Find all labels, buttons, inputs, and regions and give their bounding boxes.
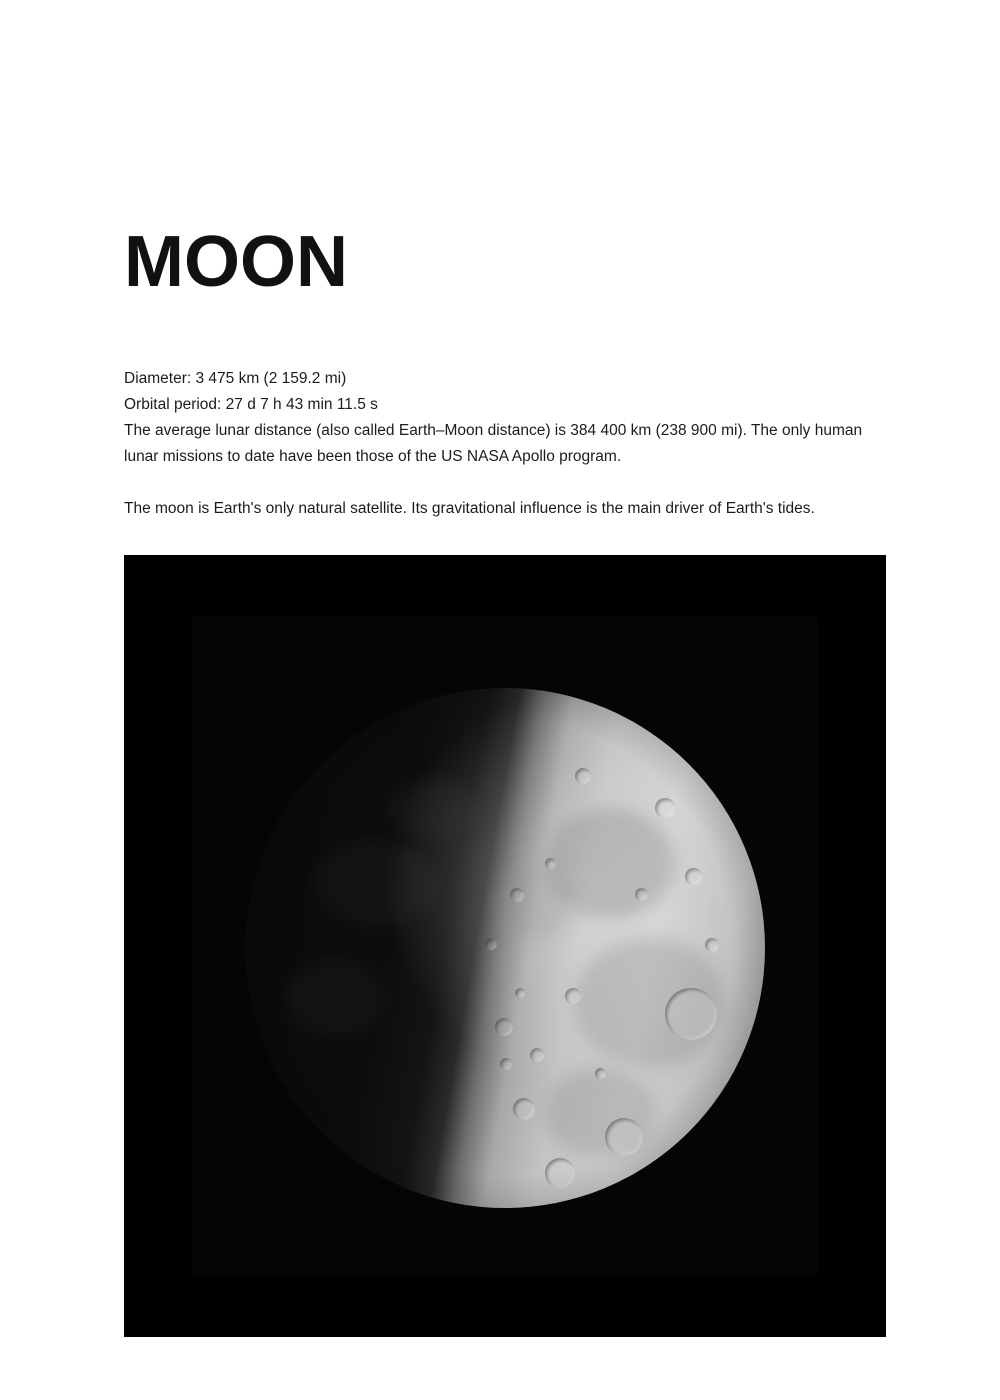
crater-small-8: [685, 868, 702, 885]
crater-small-3: [565, 988, 581, 1004]
mare-vaporum: [495, 868, 575, 938]
crater-small-13: [515, 988, 525, 998]
crater-small-6: [545, 858, 556, 869]
crater-small-5: [510, 888, 524, 902]
moon-photograph: [192, 617, 818, 1275]
fact-distance-paragraph: The average lunar distance (also called Earth–Moon distance) is 384 400 km (238 900 mi). The only human lunar missions to date have been those of the US NASA Apollo program.: [124, 422, 863, 465]
crater-small-4: [485, 938, 497, 950]
crater-large-2: [605, 1118, 643, 1156]
page-title: MOON: [124, 222, 348, 302]
crater-small-2: [530, 1048, 544, 1062]
crater-large-1: [665, 988, 717, 1040]
crater-medium-2: [513, 1098, 535, 1120]
mare-dark-1: [315, 838, 435, 928]
fact-diameter: Diameter: 3 475 km (2 159.2 mi): [124, 370, 347, 387]
crater-small-1: [495, 1018, 513, 1036]
crater-small-9: [655, 798, 675, 818]
mare-dark-3: [385, 778, 475, 838]
mare-dark-2: [285, 958, 385, 1038]
crater-medium-1: [545, 1158, 575, 1188]
crater-small-7: [635, 888, 648, 901]
crater-small-11: [705, 938, 719, 952]
paragraph-spacer: [124, 470, 884, 496]
moon-image-frame: [124, 555, 886, 1337]
moon-disc: [245, 688, 765, 1208]
crater-small-15: [595, 1068, 606, 1079]
moon-disc-wrapper: [245, 688, 765, 1208]
fact-orbital-period: Orbital period: 27 d 7 h 43 min 11.5 s: [124, 396, 378, 413]
fact-satellite-paragraph: The moon is Earth's only natural satellite. Its gravitational influence is the main driver of Earth's tides.: [124, 500, 815, 517]
crater-small-10: [575, 768, 591, 784]
description-block: [124, 366, 884, 522]
crater-small-14: [500, 1058, 512, 1070]
crater-small-12: [575, 1198, 595, 1208]
